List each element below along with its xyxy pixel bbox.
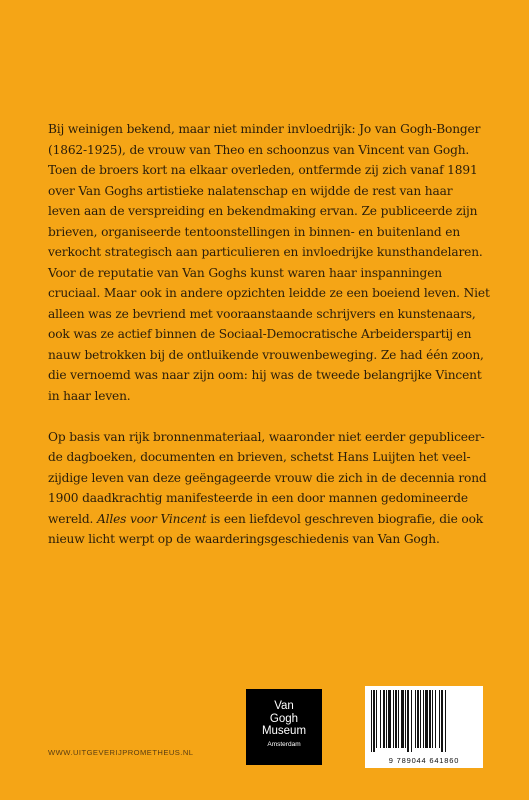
blurb-line: (1862-1925), de vrouw van Theo en schoonzus van Vincent van Gogh.: [48, 142, 470, 157]
barcode-bar: [423, 690, 424, 748]
logo-wordmark: [246, 689, 322, 738]
barcode-bar: [393, 690, 394, 748]
barcode-bar: [432, 690, 433, 748]
barcode-bar: [388, 690, 391, 748]
barcode-icon: [371, 690, 477, 752]
van-gogh-museum-logo: [246, 689, 322, 765]
blurb-paragraph-1: [48, 119, 488, 406]
barcode-bar: [407, 690, 409, 752]
logo-line: Gogh: [269, 712, 299, 725]
barcode-bar: [435, 690, 436, 748]
barcode-bar: [405, 690, 406, 748]
barcode-bar: [373, 690, 375, 752]
barcode-bar: [441, 690, 443, 752]
barcode-bar: [395, 690, 397, 748]
blurb-line: brieven, organiseerde tentoonstellingen in binnen- en buitenland en: [48, 224, 461, 239]
barcode-bar: [445, 690, 446, 752]
barcode-bar: [417, 690, 419, 748]
logo-line: Museum: [261, 725, 307, 737]
book-title: Alles voor Vincent: [96, 511, 207, 526]
blurb-paragraph-2: [48, 427, 488, 550]
blurb-line: nieuw licht werpt op de waarderingsgeschiedenis van Van Gogh.: [48, 532, 440, 546]
isbn-digits: 9 789044 641860: [388, 756, 460, 765]
blurb-line: over Van Goghs artistieke nalatenschap en wijdde de rest van haar: [48, 183, 453, 198]
blurb-line: Toen de broers kort na elkaar overleden, ontfermde zij zich vanaf 1891: [48, 163, 478, 177]
isbn-barcode: [365, 686, 483, 768]
blurb-line: die vernoemd was naar zijn oom: hij was de tweede belangrijke Vincent: [48, 368, 482, 382]
blurb-line: [48, 509, 488, 530]
publisher-website: WWW.UITGEVERIJPROMETHEUS.NL: [48, 748, 194, 757]
blurb-line: Voor de reputatie van Van Goghs kunst waren haar inspanningen: [48, 265, 442, 280]
barcode-bar: [415, 690, 416, 748]
barcode-bar: [411, 690, 412, 752]
barcode-bar: [398, 690, 399, 748]
barcode-bar: [429, 690, 431, 748]
blurb-line: zijdige leven van deze geëngageerde vrouw die zich in de decennia rond: [48, 470, 487, 485]
blurb-text: is een liefdevol geschreven biografie, die ook: [206, 511, 484, 526]
barcode-bar: [383, 690, 385, 748]
blurb-line: leven aan de verspreiding en bekendmaking ervan. Ze publiceerde zijn: [48, 204, 478, 218]
blurb-line: Op basis van rijk bronnenmateriaal, waaronder niet eerder gepubliceer-: [48, 429, 485, 444]
blurb-line: ook was ze actief binnen de Sociaal-Democratische Arbeiderspartij en: [48, 327, 472, 341]
back-cover-text: [48, 119, 488, 550]
barcode-bar: [425, 690, 428, 748]
blurb-line: cruciaal. Maar ook in andere opzichten leidde ze een boeiend leven. Niet: [48, 286, 490, 300]
blurb-line: de dagboeken, documenten en brieven, schetst Hans Luijten het veel-: [48, 450, 471, 464]
blurb-line: nauw betrokken bij de ontluikende vrouwenbeweging. Ze had één zoon,: [48, 347, 484, 362]
barcode-bar: [380, 690, 381, 748]
blurb-line: 1900 daadkrachtig manifesteerde in een door mannen gedomineerde: [48, 491, 468, 505]
blurb-text: wereld.: [48, 511, 97, 526]
barcode-bar: [371, 690, 372, 752]
blurb-line: in haar leven.: [48, 388, 131, 403]
logo-city: Amsterdam: [267, 740, 301, 748]
barcode-bar: [401, 690, 404, 748]
logo-line: Van: [274, 700, 294, 712]
blurb-line: verkocht strategisch aan particulieren en invloedrijke kunsthandelaren.: [48, 245, 483, 259]
barcode-bar: [386, 690, 387, 748]
blurb-line: alleen was ze bevriend met vooraanstaande schrijvers en kunstenaars,: [48, 306, 476, 321]
barcode-bar: [376, 690, 377, 748]
barcode-bar: [420, 690, 421, 748]
barcode-bar: [439, 690, 440, 748]
blurb-line: Bij weinigen bekend, maar niet minder invloedrijk: Jo van Gogh-Bonger: [48, 122, 481, 136]
